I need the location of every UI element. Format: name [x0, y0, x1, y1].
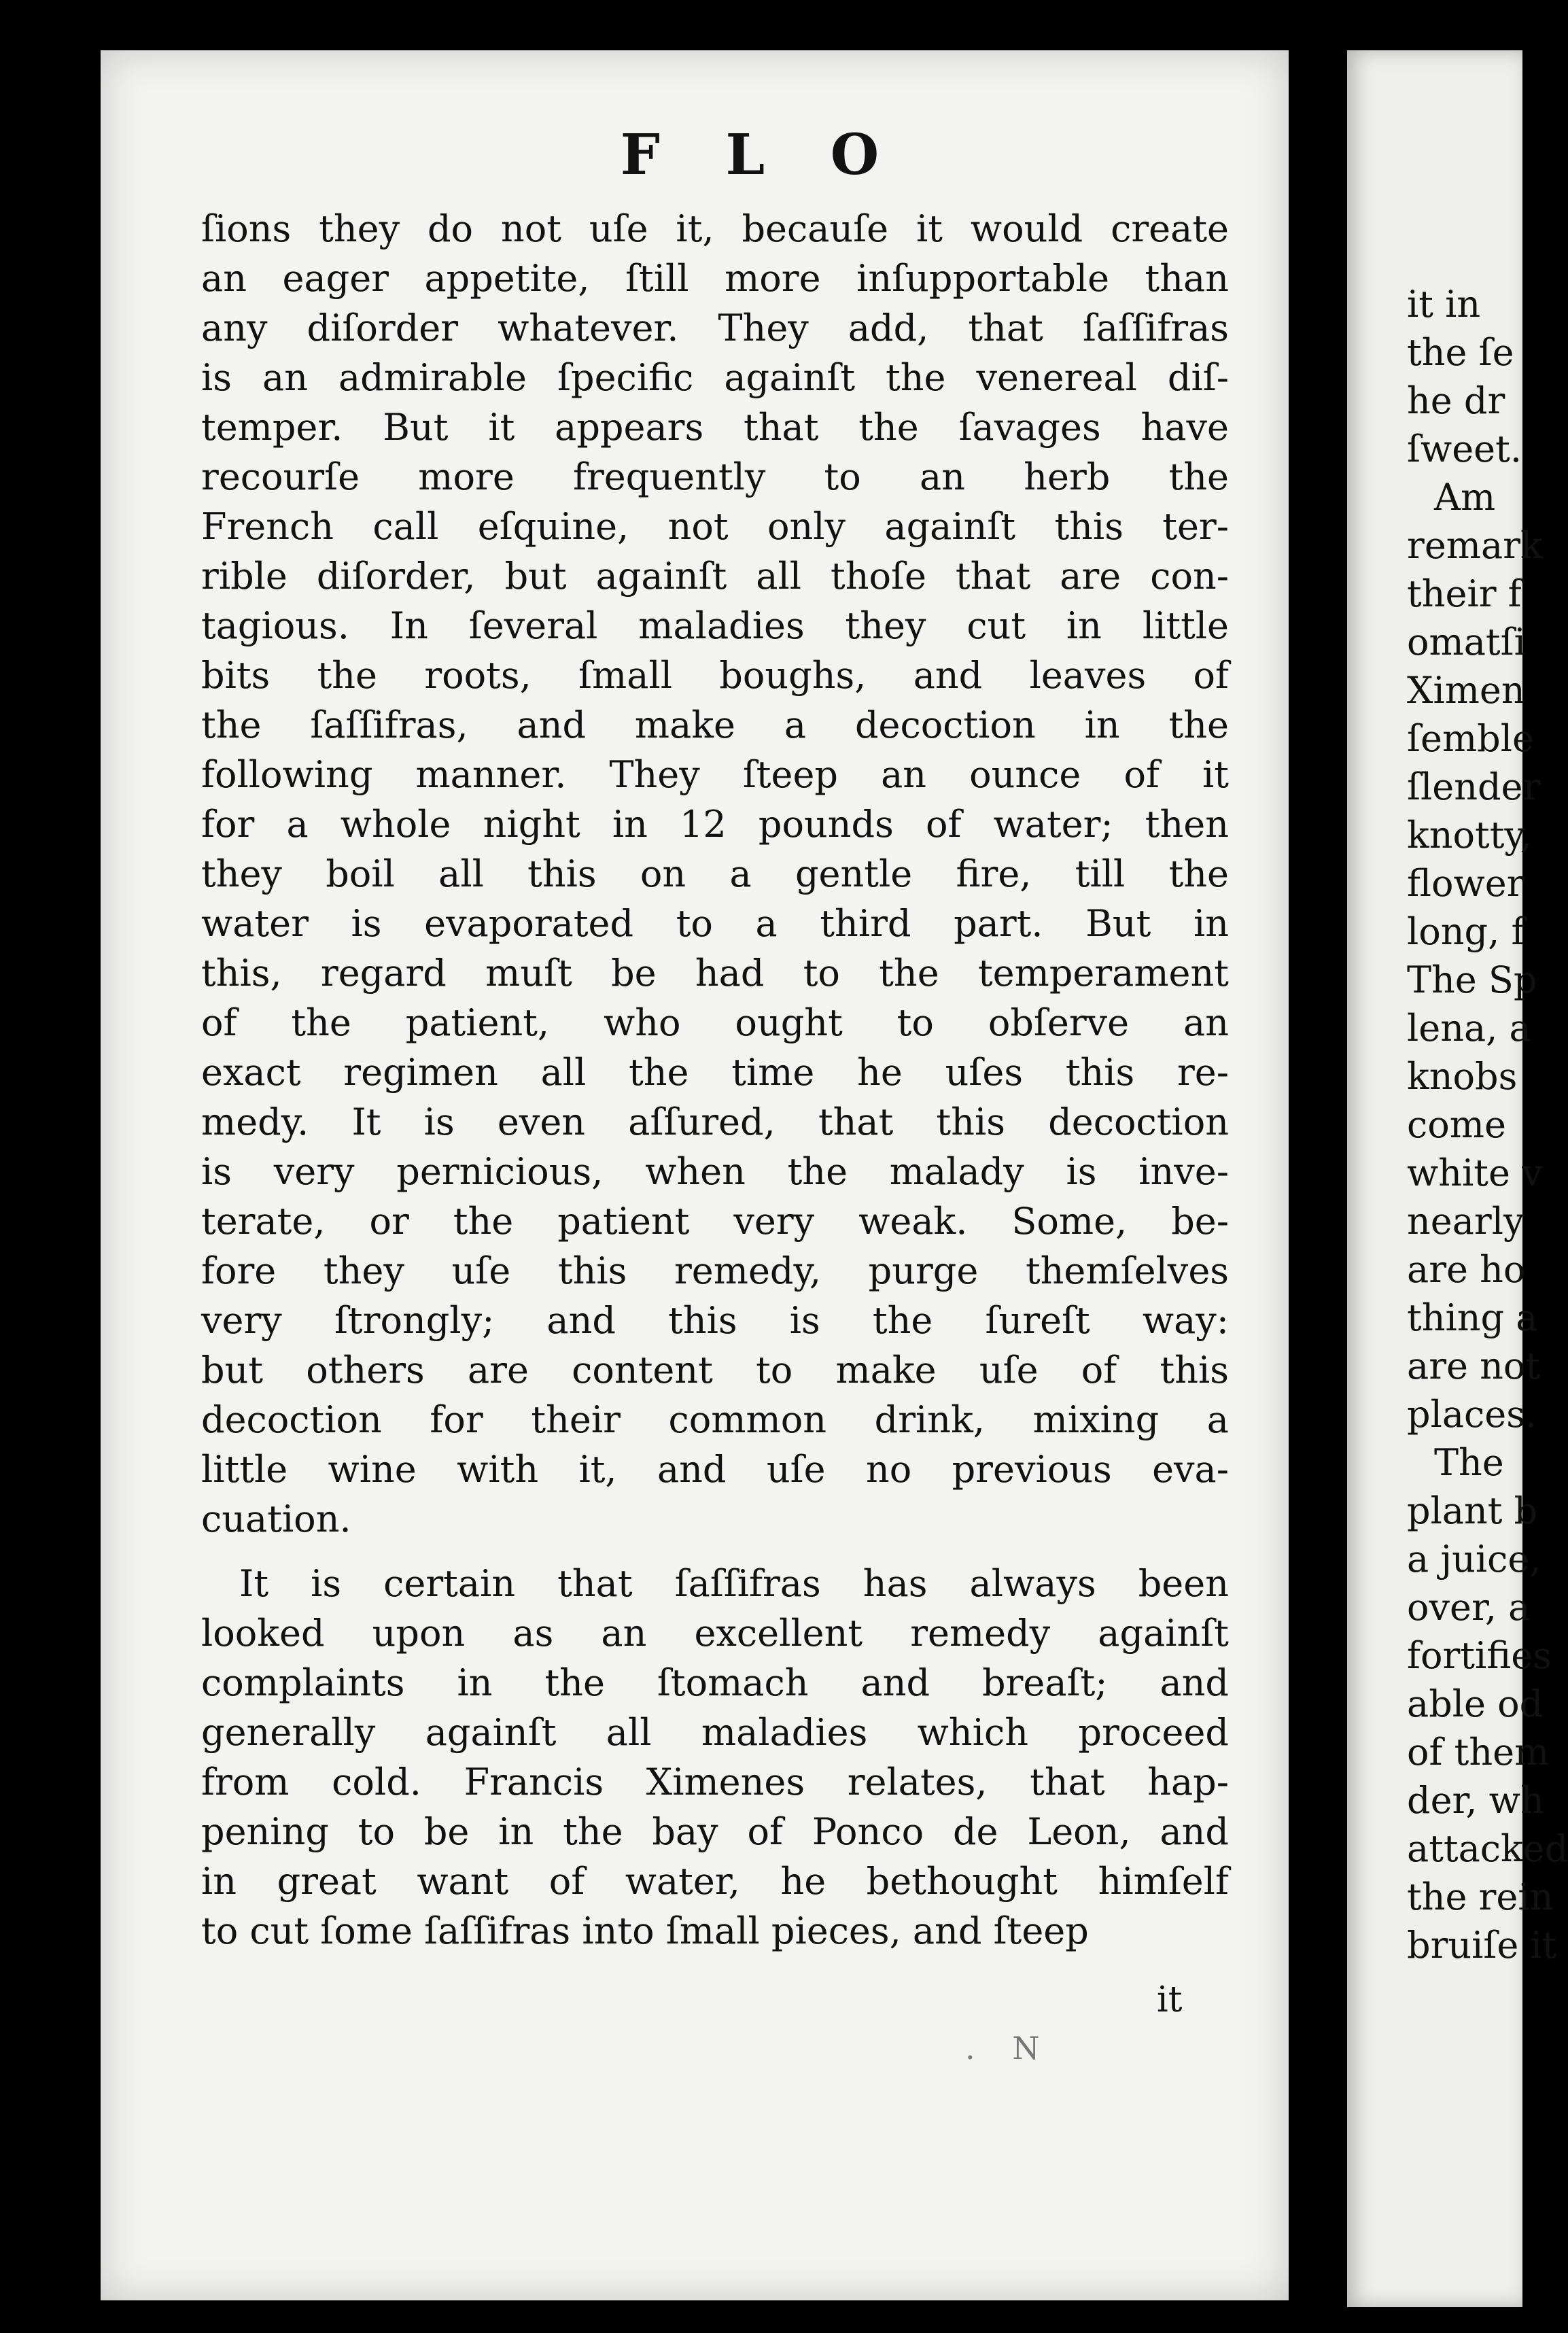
text-line: white v — [1407, 1152, 1543, 1194]
text-line: but others are content to make uſe of this — [201, 1349, 1229, 1392]
text-line: It is certain that ſaſſifras has always been — [239, 1562, 1229, 1605]
text-line: the rein — [1407, 1876, 1554, 1918]
text-line: this, regard muſt be had to the temperament — [201, 952, 1229, 995]
paragraph-gap — [201, 1544, 1229, 1559]
text-line: they boil all this on a gentle fire, till the — [201, 852, 1229, 895]
text-line: very ſtrongly; and this is the ſureſt way: — [201, 1299, 1229, 1342]
text-line: der, wh — [1407, 1779, 1544, 1822]
text-line: is very pernicious, when the malady is inve- — [201, 1150, 1229, 1193]
text-line: water is evaporated to a third part. But in — [201, 902, 1229, 945]
text-line: following manner. They ſteep an ounce of it — [201, 753, 1229, 796]
text-line: it in — [1407, 283, 1481, 326]
text-line: knotty, — [1407, 814, 1532, 857]
text-line: an eager appetite, ſtill more inſupportable than — [201, 257, 1229, 300]
text-line: plant b — [1407, 1489, 1538, 1532]
text-line: attacked — [1407, 1827, 1568, 1870]
text-line: ſweet. — [1407, 428, 1522, 470]
text-line: little wine with it, and uſe no previous eva- — [201, 1448, 1229, 1491]
text-line: fore they uſe this remedy, purge themſelves — [201, 1249, 1229, 1292]
text-line: rible diſorder, but againſt all thoſe that are con- — [201, 555, 1229, 598]
text-line: thing a — [1407, 1296, 1538, 1339]
text-line: the ſaſſifras, and make a decoction in the — [201, 704, 1229, 746]
text-line: terate, or the patient very weak. Some, be- — [201, 1200, 1229, 1243]
text-line: long, f — [1407, 910, 1525, 953]
text-line: are ho — [1407, 1248, 1526, 1291]
text-line: exact regimen all the time he uſes this re- — [201, 1051, 1229, 1094]
text-line: generally againſt all maladies which proceed — [201, 1711, 1229, 1754]
text-line: from cold. Francis Ximenes relates, that hap- — [201, 1761, 1229, 1803]
text-line: flower — [1407, 862, 1525, 905]
text-line: pening to be in the bay of Ponco de Leon, and — [201, 1810, 1229, 1853]
text-line: knobs — [1407, 1055, 1518, 1098]
text-line: their f — [1407, 572, 1522, 615]
text-line: nearly — [1407, 1200, 1525, 1243]
text-line: the ſe — [1407, 331, 1514, 374]
text-line: ſions they do not uſe it, becauſe it would create — [201, 207, 1229, 250]
text-line: come — [1407, 1103, 1506, 1146]
text-line: cuation. — [201, 1498, 351, 1540]
text-line: lena, a — [1407, 1007, 1531, 1050]
text-line: over, a — [1407, 1586, 1531, 1629]
text-line: bruiſe it — [1407, 1924, 1557, 1967]
text-line: for a whole night in 12 pounds of water; then — [201, 803, 1229, 846]
text-line: decoction for their common drink, mixing a — [201, 1398, 1229, 1441]
text-line: of the patient, who ought to obſerve an — [201, 1001, 1229, 1044]
text-line: remark — [1407, 524, 1543, 567]
text-line: recourſe more frequently to an herb the — [201, 455, 1229, 498]
text-line: medy. It is even aſſured, that this decoction — [201, 1101, 1229, 1143]
text-line: in great want of water, he bethought himſelf — [201, 1860, 1229, 1903]
text-line: is an admirable ſpecific againſt the venereal diſ- — [201, 356, 1229, 399]
running-header: F L O — [620, 122, 903, 188]
text-line: temper. But it appears that the ſavages have — [201, 406, 1229, 449]
text-line: able od — [1407, 1682, 1544, 1725]
text-line: of them — [1407, 1731, 1550, 1774]
right-page-text — [1407, 280, 1568, 1969]
text-line: Am — [1434, 476, 1496, 519]
text-line: any diſorder whatever. They add, that ſaſſifras — [201, 307, 1229, 349]
text-line: are not — [1407, 1345, 1541, 1387]
text-line: The — [1434, 1441, 1504, 1484]
text-line: French call eſquine, not only againſt this ter- — [201, 505, 1229, 548]
text-line: bits the roots, ſmall boughs, and leaves of — [201, 654, 1229, 697]
text-line: complaints in the ſtomach and breaſt; and — [201, 1661, 1229, 1704]
text-line: a juice, — [1407, 1538, 1541, 1580]
catchword: it — [1157, 1980, 1183, 2020]
text-line: The Sp — [1407, 958, 1537, 1001]
signature-mark: . N — [965, 2030, 1053, 2067]
text-line: ſemble — [1407, 717, 1534, 760]
text-line: ſlender — [1407, 765, 1541, 808]
text-line: tagious. In ſeveral maladies they cut in little — [201, 604, 1229, 647]
text-line: Ximen — [1407, 669, 1525, 712]
text-line: looked upon as an excellent remedy againſt — [201, 1612, 1229, 1655]
text-line: places. — [1407, 1393, 1537, 1436]
text-line: omatſi — [1407, 621, 1526, 663]
left-page-text — [201, 204, 1229, 1956]
text-line: he dr — [1407, 379, 1505, 422]
text-line: fortifies — [1407, 1634, 1552, 1677]
text-line: to cut ſome ſaſſifras into ſmall pieces, and ſteep — [201, 1909, 1089, 1952]
